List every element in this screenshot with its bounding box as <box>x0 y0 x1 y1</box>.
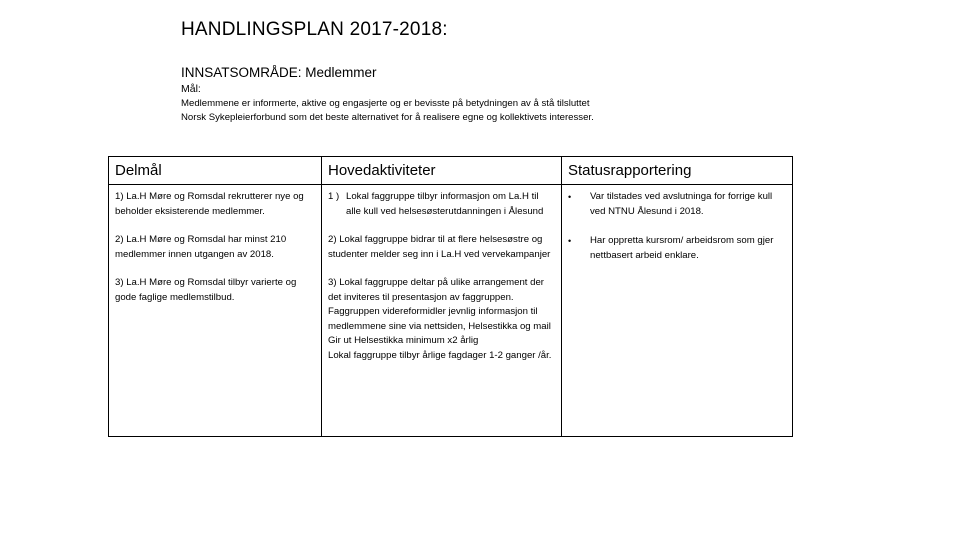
goal-text <box>181 97 681 125</box>
goal-label: Mål: <box>181 83 201 95</box>
hovedaktiviteter-cell <box>322 185 562 437</box>
status-item-2: Har oppretta kursrom/ arbeidsrom som gjer nettbasert arbeid enklare. <box>590 235 774 261</box>
focus-area-title: INNSATSOMRÅDE: Medlemmer <box>181 65 377 80</box>
activity-item-3-line: 3) Lokal faggruppe deltar på ulike arrangement der det inviteres til presentasjon av faggruppen. <box>328 277 544 303</box>
activity-item-1-number: 1 ) <box>328 191 340 202</box>
activity-item-3-line: Gir ut Helsestikka minimum x2 årlig <box>328 335 479 346</box>
activity-item-2: 2) Lokal faggruppe bidrar til at flere helsesøstre og studenter melder seg inn i La.H ved vervekampanjer <box>328 234 551 260</box>
bullet-icon: • <box>568 236 572 246</box>
page-title: HANDLINGSPLAN 2017-2018: <box>181 19 448 40</box>
goal-text-line-1: Medlemmene er informerte, aktive og engasjerte og er bevisste på betydningen av å stå tilsluttet <box>181 98 590 109</box>
status-list <box>568 190 786 263</box>
delmal-item-3: 3) La.H Møre og Romsdal tilbyr varierte og gode faglige medlemstilbud. <box>115 277 297 303</box>
action-plan-table <box>108 156 793 437</box>
status-cell <box>562 185 793 437</box>
header-hovedaktiviteter: Hovedaktiviteter <box>322 157 562 185</box>
activity-item-3-line: Faggruppen videreformidler jevnlig informasjon til medlemmene sine via nettsiden, Helsestikka og mail <box>328 306 551 332</box>
goal-text-line-2: Norsk Sykepleierforbund som det beste alternativet for å realisere egne og kollektivets interesser. <box>181 112 594 123</box>
bullet-icon: • <box>568 192 572 202</box>
table-header-row <box>109 157 793 185</box>
activity-item-3-line: Lokal faggruppe tilbyr årlige fagdager 1-2 ganger /år. <box>328 349 552 361</box>
activity-item-1 <box>328 190 555 219</box>
list-item <box>568 190 786 219</box>
delmal-item-2: 2) La.H Møre og Romsdal har minst 210 medlemmer innen utgangen av 2018. <box>115 234 287 260</box>
delmal-cell <box>109 185 322 437</box>
status-item-1: Var tilstades ved avslutninga for forrige kull ved NTNU Ålesund i 2018. <box>590 191 773 217</box>
header-delmal: Delmål <box>109 157 322 185</box>
activity-item-3 <box>328 276 555 363</box>
list-item <box>568 234 786 263</box>
activity-item-1-text: Lokal faggruppe tilbyr informasjon om La.H til alle kull ved helsesøsterutdanningen i Ålesund <box>346 191 544 217</box>
delmal-item-1: 1) La.H Møre og Romsdal rekrutterer nye og beholder eksisterende medlemmer. <box>115 191 304 217</box>
header-statusrapportering: Statusrapportering <box>562 157 793 185</box>
table-row <box>109 185 793 437</box>
